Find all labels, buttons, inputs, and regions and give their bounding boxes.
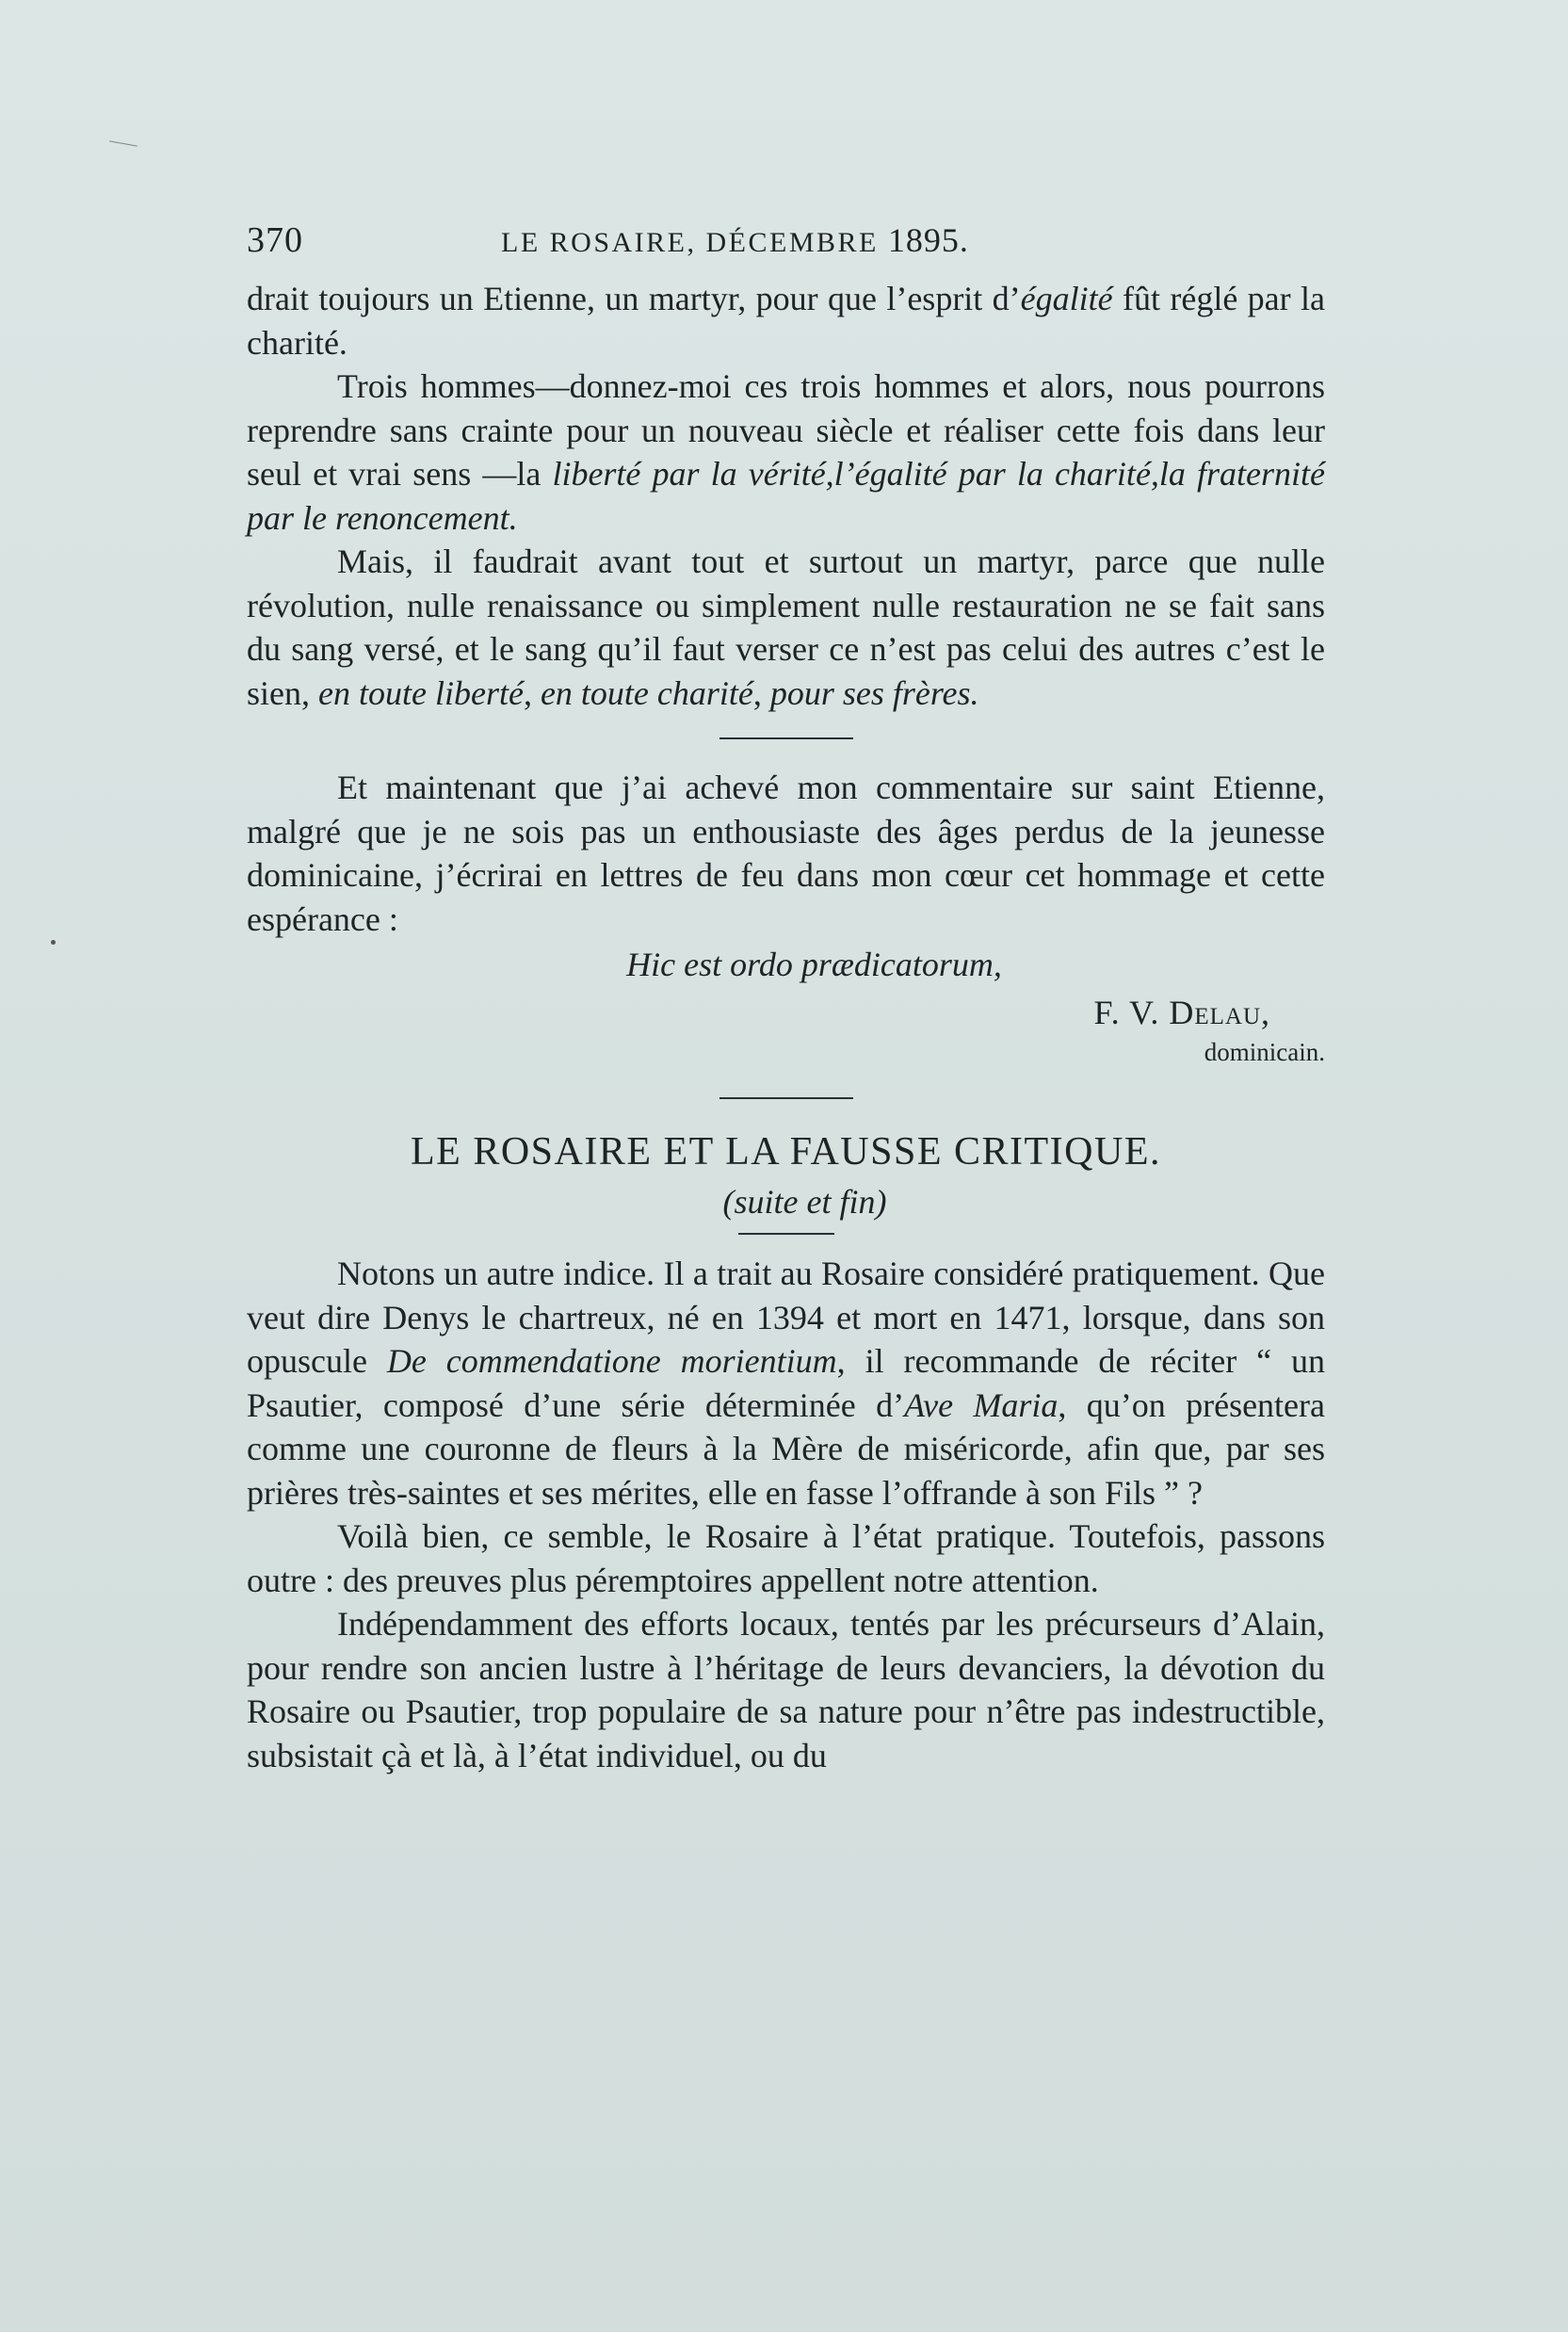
italic-run: en toute liberté — [318, 673, 524, 712]
italic-run: en toute charité — [540, 673, 753, 712]
italic-run: égalité — [1020, 280, 1113, 317]
text-run: Notons un autre indice. Il a trait au Rosaire considéré pratiquement. Que veut dire Denys le chartreux, né en 1394 et mort en 1471, lorsque, dans son opuscule — [247, 1255, 1325, 1380]
text-run: , qu’on présentera comme une couronne de fleurs à la Mère de miséricorde, afin que, par ses prières très-saintes et ses mérites, elle en fasse l’offrande à son Fils ” ? — [247, 1385, 1325, 1512]
title-divider — [738, 1233, 834, 1235]
section-divider — [719, 737, 853, 739]
running-head — [247, 219, 1325, 271]
paragraph — [247, 766, 1325, 941]
paragraph — [247, 277, 1325, 364]
author-name: F. V. Delau, — [1093, 993, 1270, 1031]
text-run: , — [523, 673, 541, 712]
ink-speck — [51, 940, 56, 945]
italic-run: liberté par la vérité,l’égalité par la charité,la fraternité par le renoncement. — [247, 455, 1326, 537]
italic-run: Ave Maria — [904, 1385, 1059, 1424]
text-run: , il recommande de réciter “ un Psautier, composé d’une série déterminée d’ — [247, 1342, 1326, 1424]
section-divider — [719, 1097, 853, 1099]
running-title — [501, 219, 969, 266]
article-title: LE ROSAIRE ET LA FAUSSE CRITIQUE. — [411, 1129, 1161, 1174]
signature-role: dominicain. — [1204, 1038, 1325, 1066]
text-block — [247, 219, 1325, 1777]
paragraph — [247, 1514, 1325, 1602]
closing-latin: Hic est ordo prædicatorum, — [626, 946, 1002, 983]
paragraph — [247, 1602, 1325, 1777]
text-run: fût réglé par la charité. — [247, 280, 1325, 362]
paragraph — [247, 1252, 1325, 1514]
page-number: 370 — [247, 220, 303, 260]
text-run: Voilà bien, ce semble, le Rosaire à l’état pratique. Toutefois, passons outre : des preuves plus péremptoires appellent notre attention. — [247, 1517, 1325, 1599]
paragraph — [247, 540, 1325, 715]
text-run: , — [752, 673, 770, 712]
text-run: Et maintenant que j’ai achevé mon commentaire sur saint Etienne, malgré que je ne sois pas un enthousiaste des âges perdus de la jeunesse dominicaine, j’écrirai en lettres de feu dans mon cœur cet hommage et cette espérance : — [247, 769, 1325, 938]
text-run: Mais, il faudrait avant tout et surtout un martyr, parce que nulle révolution, nulle renaissance ou simplement nulle restauration ne se fait sans du sang versé, et le sang qu’il faut verser ce n’est pas celui des autres c’est le sien, — [247, 543, 1325, 712]
italic-run: De commendatione morientium — [386, 1342, 837, 1380]
paper-mark — [109, 140, 137, 146]
text-run: Trois hommes—donnez-moi ces trois hommes et alors, nous pourrons reprendre sans crainte pour un nouveau siècle et réaliser cette fois dans leur seul et vrai sens —la — [247, 367, 1325, 493]
running-title-year: 1895. — [887, 221, 969, 259]
paragraph — [247, 364, 1325, 540]
article-subtitle: (suite et fin) — [722, 1182, 887, 1221]
signature-name — [247, 991, 1325, 1035]
running-title-text: LE ROSAIRE, DÉCEMBRE — [501, 227, 879, 258]
text-run: Indépendamment des efforts locaux, tentés par les précurseurs d’Alain, pour rendre son ancien lustre à l’héritage de leurs devanciers, la dévotion du Rosaire ou Psautier, trop populaire de sa nature pour n’être pas indestructible, subsistait çà et là, à l’état individuel, ou du — [247, 1605, 1325, 1774]
text-run: drait toujours un Etienne, un martyr, pour que l’esprit d’ — [247, 280, 1021, 317]
italic-run: pour ses frères. — [769, 673, 979, 712]
